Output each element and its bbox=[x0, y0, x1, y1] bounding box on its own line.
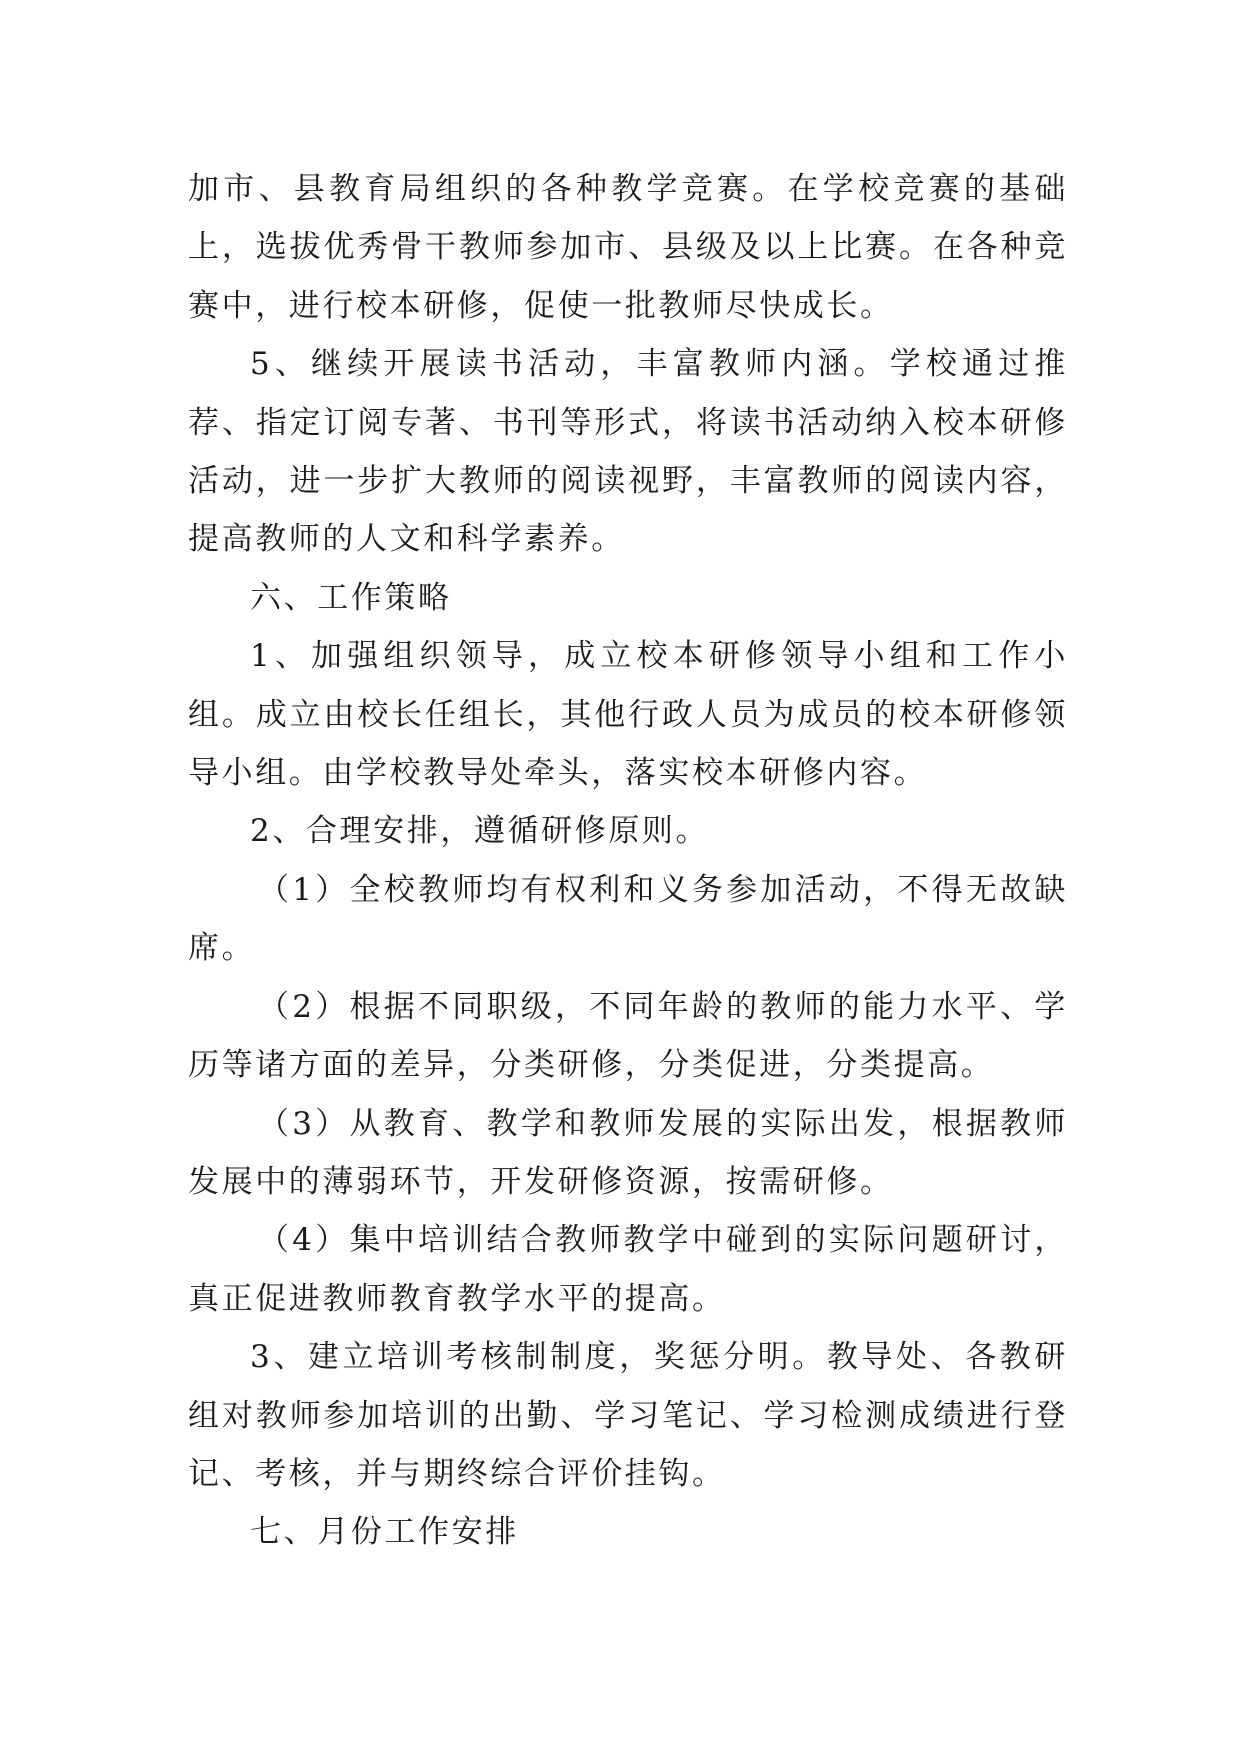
paragraph-principle-4: （4）集中培训结合教师教学中碰到的实际问题研讨，真正促进教师教育教学水平的提高。 bbox=[188, 1222, 1068, 1317]
paragraph-principle-1: （1）全校教师均有权利和义务参加活动，不得无故缺席。 bbox=[188, 871, 1068, 967]
paragraph-reasonable-arrangement: 2、合理安排，遵循研修原则。 bbox=[250, 813, 710, 850]
document-body bbox=[188, 160, 1068, 1562]
paragraph-continuation: 加市、县教育局组织的各种教学竞赛。在学校竞赛的基础上，选拔优秀骨干教师参加市、县级及以上比赛。在各种竞赛中，进行校本研修，促使一批教师尽快成长。 bbox=[188, 171, 1068, 324]
paragraph-principle-2: （2）根据不同职级，不同年龄的教师的能力水平、学历等诸方面的差异，分类研修，分类促进，分类提高。 bbox=[188, 988, 1068, 1084]
paragraph-principle-3: （3）从教育、教学和教师发展的实际出发，根据教师发展中的薄弱环节，开发研修资源，按需研修。 bbox=[188, 1105, 1068, 1200]
paragraph-organization-leadership: 1、加强组织领导，成立校本研修领导小组和工作小组。成立由校长任组长，其他行政人员为成员的校本研修领导小组。由学校教导处牵头，落实校本研修内容。 bbox=[188, 638, 1068, 792]
section-heading-monthly-schedule: 七、月份工作安排 bbox=[250, 1514, 519, 1551]
paragraph-reading-activities: 5、继续开展读书活动，丰富教师内涵。学校通过推荐、指定订阅专著、书刊等形式，将读书活动纳入校本研修活动，进一步扩大教师的阅读视野，丰富教师的阅读内容，提高教师的人文和科学素养。 bbox=[188, 346, 1068, 558]
section-heading-work-strategy: 六、工作策略 bbox=[250, 579, 452, 616]
paragraph-assessment-system: 3、建立培训考核制制度，奖惩分明。教导处、各教研组对教师参加培训的出勤、学习笔记、学习检测成绩进行登记、考核，并与期终综合评价挂钩。 bbox=[188, 1339, 1068, 1492]
